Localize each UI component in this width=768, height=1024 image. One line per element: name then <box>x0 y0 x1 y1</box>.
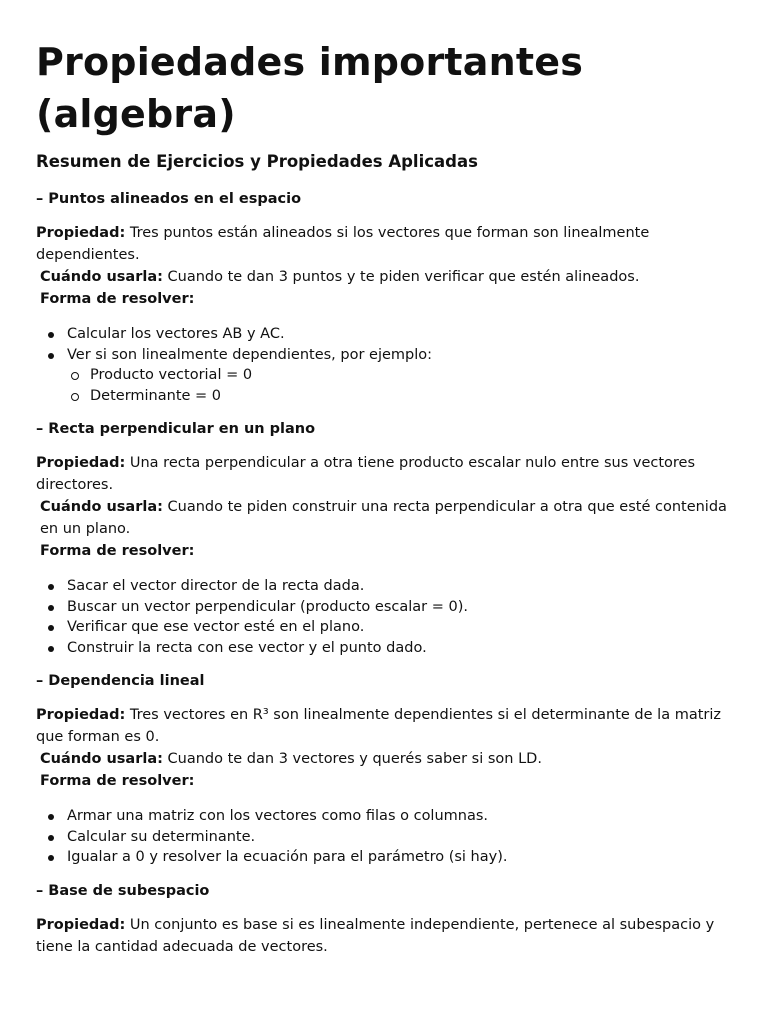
page-title: Propiedades importantes (algebra) <box>36 40 584 136</box>
forma-label: Forma de resolver: <box>40 543 195 559</box>
substeps-list <box>67 365 732 406</box>
propiedad-line <box>36 452 732 496</box>
steps-list <box>36 806 732 868</box>
propiedad-line <box>36 704 732 748</box>
cuando-line <box>36 266 732 288</box>
steps-list <box>36 576 732 658</box>
list-item: Buscar un vector perpendicular (producto escalar = 0). <box>67 597 732 618</box>
list-item <box>67 345 732 407</box>
cuando-text: Cuando te dan 3 vectores y querés saber si son LD. <box>167 751 542 767</box>
page-subtitle: Resumen de Ejercicios y Propiedades Aplicadas <box>36 152 478 171</box>
section-heading: – Puntos alineados en el espacio <box>36 191 302 207</box>
section-body <box>36 914 732 958</box>
cuando-line <box>36 496 732 540</box>
list-item: Calcular los vectores AB y AC. <box>67 324 732 345</box>
section-body <box>36 222 732 310</box>
cuando-text: Cuando te piden construir una recta perpendicular a otra que esté contenida en un plano. <box>40 499 727 537</box>
cuando-label: Cuándo usarla: <box>40 751 163 767</box>
forma-line <box>36 288 732 310</box>
cuando-label: Cuándo usarla: <box>40 499 163 515</box>
propiedad-label: Propiedad: <box>36 455 126 471</box>
forma-label: Forma de resolver: <box>40 773 195 789</box>
forma-label: Forma de resolver: <box>40 291 195 307</box>
propiedad-line <box>36 914 732 958</box>
section-heading: – Recta perpendicular en un plano <box>36 421 316 437</box>
propiedad-label: Propiedad: <box>36 916 126 933</box>
propiedad-label: Propiedad: <box>36 225 126 241</box>
propiedad-label: Propiedad: <box>36 707 126 723</box>
propiedad-text: Tres puntos están alineados si los vectores que forman son linealmente dependientes. <box>36 225 650 263</box>
list-item: Armar una matriz con los vectores como filas o columnas. <box>67 806 732 827</box>
section-recta-perpendicular <box>36 418 732 658</box>
sub-list-item: Determinante = 0 <box>90 386 732 407</box>
list-item: Igualar a 0 y resolver la ecuación para el parámetro (si hay). <box>67 847 732 868</box>
cuando-label: Cuándo usarla: <box>40 269 163 285</box>
propiedad-text: Un conjunto es base si es linealmente independiente, pertenece al subespacio y tiene la cantidad adecuada de vectores. <box>36 916 715 955</box>
propiedad-text: Una recta perpendicular a otra tiene producto escalar nulo entre sus vectores directores. <box>36 455 696 493</box>
forma-line <box>36 540 732 562</box>
section-base-subespacio <box>36 880 732 958</box>
list-item: Calcular su determinante. <box>67 827 732 848</box>
cuando-text: Cuando te dan 3 puntos y te piden verificar que estén alineados. <box>167 269 640 285</box>
section-heading: – Base de subespacio <box>36 882 210 899</box>
section-heading: – Dependencia lineal <box>36 673 205 689</box>
list-item-text: Ver si son linealmente dependientes, por ejemplo: <box>67 346 433 363</box>
sub-list-item: Producto vectorial = 0 <box>90 365 732 386</box>
section-puntos-alineados <box>36 188 732 406</box>
propiedad-text: Tres vectores en R³ son linealmente dependientes si el determinante de la matriz que forman es 0. <box>36 707 721 745</box>
list-item: Sacar el vector director de la recta dada. <box>67 576 732 597</box>
forma-line <box>36 770 732 792</box>
list-item: Construir la recta con ese vector y el punto dado. <box>67 638 732 659</box>
propiedad-line <box>36 222 732 266</box>
section-body <box>36 452 732 562</box>
steps-list <box>36 324 732 406</box>
section-body <box>36 704 732 792</box>
list-item: Verificar que ese vector esté en el plano. <box>67 617 732 638</box>
cuando-line <box>36 748 732 770</box>
section-dependencia-lineal <box>36 670 732 868</box>
